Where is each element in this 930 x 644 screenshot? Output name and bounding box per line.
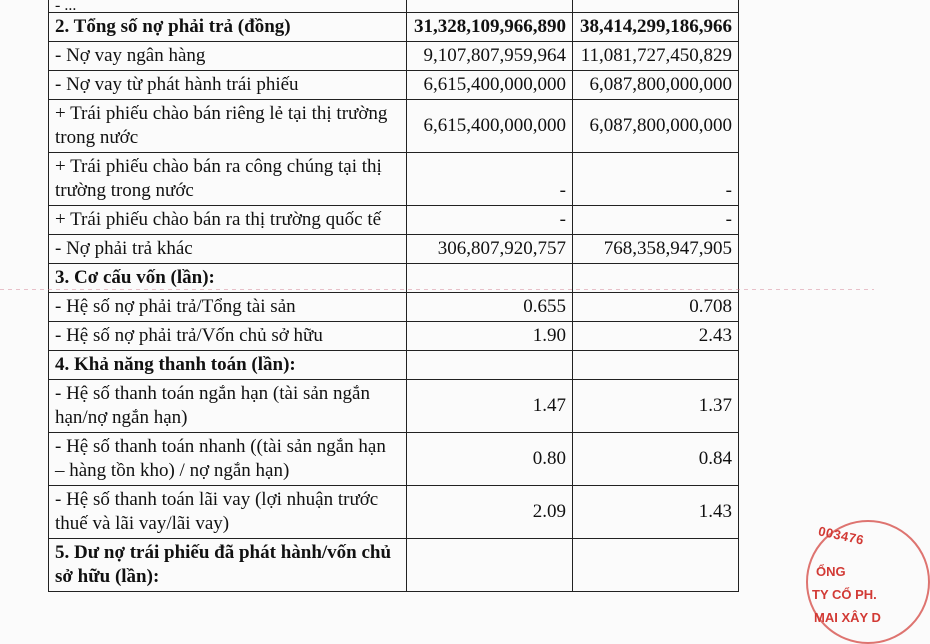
table-row-other-liabilities [49,235,739,264]
row-label: - Hệ số thanh toán ngắn hạn (tài sản ngắn hạn/nợ ngắn hạn) [49,380,407,433]
row-label: - Nợ vay từ phát hành trái phiếu [49,71,407,100]
value-col-1: - [407,153,573,206]
value-col-2: 768,358,947,905 [573,235,739,264]
value-col-2: 38,414,299,186,966 [573,13,739,42]
value-col-1: 31,328,109,966,890 [407,13,573,42]
table-cell-empty [407,0,573,13]
value-col-2 [573,351,739,380]
table-row-liquidity-heading [49,351,739,380]
value-col-1: - [407,206,573,235]
financial-indicators-table [48,0,739,592]
value-col-1: 1.90 [407,322,573,351]
seal-text-line-1: ỔNG [816,564,846,579]
company-seal-stamp [806,520,886,630]
table-row-private-domestic-bonds [49,100,739,153]
table-cell-empty [573,0,739,13]
value-col-1: 2.09 [407,486,573,539]
table-row-truncated-top [49,0,739,13]
value-col-2: 11,081,727,450,829 [573,42,739,71]
section-heading: 3. Cơ cấu vốn (lần): [49,264,407,293]
seal-text-line-3: MAI XÂY D [814,610,881,625]
row-label: - Hệ số nợ phải trả/Vốn chủ sở hữu [49,322,407,351]
value-col-1 [407,539,573,592]
section-heading: 5. Dư nợ trái phiếu đã phát hành/vốn chủ sở hữu (lần): [49,539,407,592]
table-row-bank-loans [49,42,739,71]
table-row-quick-ratio [49,433,739,486]
value-col-1 [407,351,573,380]
value-col-2: - [573,153,739,206]
seal-text-line-2: TY CỔ PH. [812,587,877,602]
table-row-total-liabilities [49,13,739,42]
row-label: + Trái phiếu chào bán ra thị trường quốc tế [49,206,407,235]
section-heading: 4. Khả năng thanh toán (lần): [49,351,407,380]
row-label: + Trái phiếu chào bán ra công chúng tại thị trường trong nước [49,153,407,206]
value-col-1: 0.655 [407,293,573,322]
value-col-1: 9,107,807,959,964 [407,42,573,71]
table-row-public-domestic-bonds [49,153,739,206]
value-col-2: 1.43 [573,486,739,539]
table-row-bond-to-equity-heading [49,539,739,592]
value-col-1: 6,615,400,000,000 [407,100,573,153]
table-row-interest-coverage [49,486,739,539]
value-col-2 [573,539,739,592]
seal-number: 003476 [816,523,866,548]
value-col-2: 6,087,800,000,000 [573,71,739,100]
table-row-debt-to-assets [49,293,739,322]
value-col-2: 2.43 [573,322,739,351]
truncated-cell: - ... [49,0,407,13]
value-col-1: 6,615,400,000,000 [407,71,573,100]
value-col-1: 1.47 [407,380,573,433]
table-row-current-ratio [49,380,739,433]
table-row-bond-loans [49,71,739,100]
value-col-2: 0.708 [573,293,739,322]
row-label: - Nợ phải trả khác [49,235,407,264]
row-label: + Trái phiếu chào bán riêng lẻ tại thị trường trong nước [49,100,407,153]
row-label: - Hệ số thanh toán lãi vay (lợi nhuận trước thuế và lãi vay/lãi vay) [49,486,407,539]
value-col-2: 0.84 [573,433,739,486]
value-col-2: 6,087,800,000,000 [573,100,739,153]
table-row-debt-to-equity [49,322,739,351]
row-label: - Hệ số nợ phải trả/Tổng tài sản [49,293,407,322]
document-page [48,0,738,592]
row-label: 2. Tổng số nợ phải trả (đồng) [49,13,407,42]
row-label: - Nợ vay ngân hàng [49,42,407,71]
value-col-2: - [573,206,739,235]
value-col-2: 1.37 [573,380,739,433]
scan-artifact-line [0,289,874,290]
value-col-1: 0.80 [407,433,573,486]
table-row-international-bonds [49,206,739,235]
row-label: - Hệ số thanh toán nhanh ((tài sản ngắn hạn – hàng tồn kho) / nợ ngắn hạn) [49,433,407,486]
value-col-1: 306,807,920,757 [407,235,573,264]
